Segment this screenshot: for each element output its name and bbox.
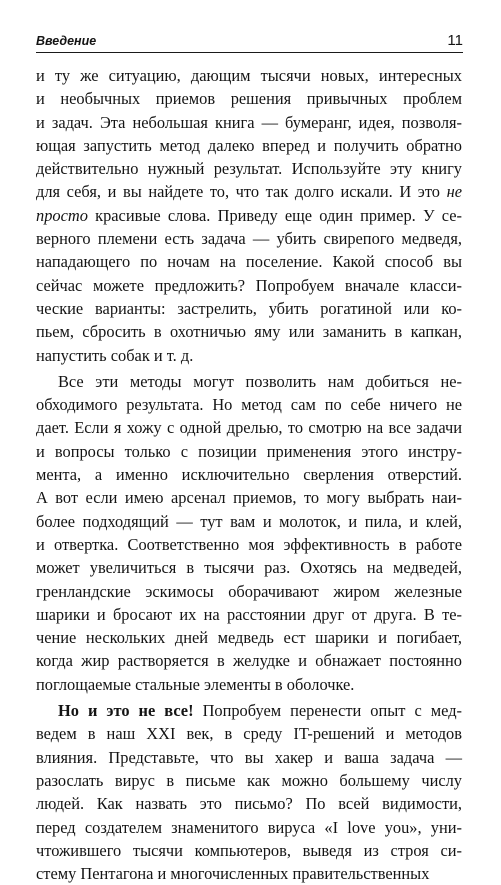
- text-run: разослать вирус в письме как можно большему числу: [36, 770, 462, 790]
- text-line: [36, 816, 462, 839]
- text-line: [36, 274, 462, 297]
- paragraph: [36, 64, 462, 367]
- text-run: гренландские эскимосы оборачивают жиром железные: [36, 581, 462, 601]
- italic-run: просто: [36, 205, 88, 225]
- text-run: для себя, и вы найдете то, что так долго искали. И это: [36, 182, 447, 202]
- text-line: [36, 416, 462, 439]
- text-line: [36, 134, 462, 157]
- text-line: [36, 510, 462, 533]
- text-line: [36, 440, 462, 463]
- text-run: чтожившего тысячи компьютеров, выведя из строя си-: [36, 840, 462, 860]
- text-line: [36, 486, 462, 509]
- text-run: когда жир растворяется в желудке и обнажает постоянно: [36, 651, 462, 671]
- running-header: [36, 30, 463, 53]
- text-run: людей. Как назвать это письмо? По всей видимости,: [36, 794, 462, 814]
- text-line: [36, 393, 462, 416]
- text-line: [36, 370, 462, 393]
- italic-run: не: [446, 182, 462, 202]
- text-line: [36, 204, 462, 227]
- text-run: обходимого результата. Но метод сам по себе ничего не: [36, 395, 462, 415]
- text-run: красивые слова. Приведу еще один пример. У се-: [87, 205, 462, 225]
- text-line: [36, 463, 462, 486]
- text-run: стему Пентагона и многочисленных правительственных: [36, 864, 430, 884]
- page-number: 11: [447, 32, 463, 49]
- text-run: чение нескольких дней медведь ест шарики и погибает,: [36, 628, 462, 648]
- text-line: [36, 580, 462, 603]
- text-run: мента, а именно исключительно сверления отверстий.: [36, 465, 462, 485]
- text-line: [36, 111, 462, 134]
- text-line: [36, 722, 462, 745]
- text-line: [36, 297, 462, 320]
- text-line: [36, 87, 462, 110]
- paragraph: [36, 699, 462, 885]
- text-line: [36, 839, 462, 862]
- text-run: и вопросы только с позиции применения этого инстру-: [36, 441, 462, 461]
- text-run: А вот если имею арсенал приемов, то могу выбрать наи-: [36, 488, 462, 508]
- text-line: [36, 180, 462, 203]
- text-run: нападающего по ночам на поселение. Какой способ вы: [36, 252, 462, 272]
- text-run: и ту же ситуацию, дающим тысячи новых, интересных: [36, 66, 462, 85]
- body-text: [36, 64, 462, 885]
- text-line: [36, 699, 462, 722]
- section-title: Введение: [36, 34, 97, 48]
- text-run: влияния. Представьте, что вы хакер и ваша задача —: [36, 747, 462, 767]
- text-run: Все эти методы могут позволить нам добиться не-: [58, 371, 462, 391]
- text-line: [36, 344, 462, 367]
- text-run: ющая запустить метод далеко вперед и получить обратно: [36, 135, 462, 155]
- text-line: [36, 649, 462, 672]
- text-run: шарики и бросают их на расстоянии друг от друга. В те-: [36, 604, 462, 624]
- text-run: верного племени есть задача — убить свирепого медведя,: [36, 229, 462, 249]
- text-line: [36, 227, 462, 250]
- text-line: [36, 250, 462, 273]
- text-run: ведем в наш XXI век, в среду IT-решений и методов: [36, 724, 462, 744]
- paragraph: [36, 370, 462, 696]
- text-run: сейчас можете предложить? Попробуем вначале класси-: [36, 275, 462, 295]
- text-line: [36, 64, 462, 87]
- text-line: [36, 862, 462, 885]
- bold-run: Но и это не все!: [58, 701, 194, 721]
- text-run: и задач. Эта небольшая книга — бумеранг, идея, позволя-: [36, 112, 462, 132]
- text-run: перед создателем знаменитого вируса «I love you», уни-: [36, 817, 462, 837]
- text-line: [36, 533, 462, 556]
- text-run: и отвертка. Соответственно моя эффективность в работе: [36, 534, 462, 554]
- text-run: более подходящий — тут вам и молоток, и пила, и клей,: [36, 511, 462, 531]
- text-run: поглощаемые стальные элементы в оболочке.: [36, 674, 355, 694]
- text-line: [36, 746, 462, 769]
- text-line: [36, 792, 462, 815]
- text-line: [36, 673, 462, 696]
- text-run: и необычных приемов решения привычных проблем: [36, 89, 462, 109]
- text-run: дает. Если я хожу с одной дрелью, то смотрю на все задачи: [36, 418, 462, 438]
- text-line: [36, 626, 462, 649]
- text-run: действительно нужный результат. Используйте эту книгу: [36, 159, 462, 179]
- text-run: ческие варианты: застрелить, убить рогатиной или ко-: [36, 298, 462, 318]
- text-line: [36, 556, 462, 579]
- text-line: [36, 769, 462, 792]
- text-run: может увеличиться в тысячи раз. Охотясь на медведей,: [36, 558, 462, 578]
- text-run: пьем, сбросить в охотничью яму или заманить в капкан,: [36, 322, 462, 342]
- text-line: [36, 603, 462, 626]
- text-line: [36, 320, 462, 343]
- text-run: напустить собак и т. д.: [36, 345, 194, 365]
- text-run: Попробуем перенести опыт с мед-: [193, 701, 462, 721]
- text-line: [36, 157, 462, 180]
